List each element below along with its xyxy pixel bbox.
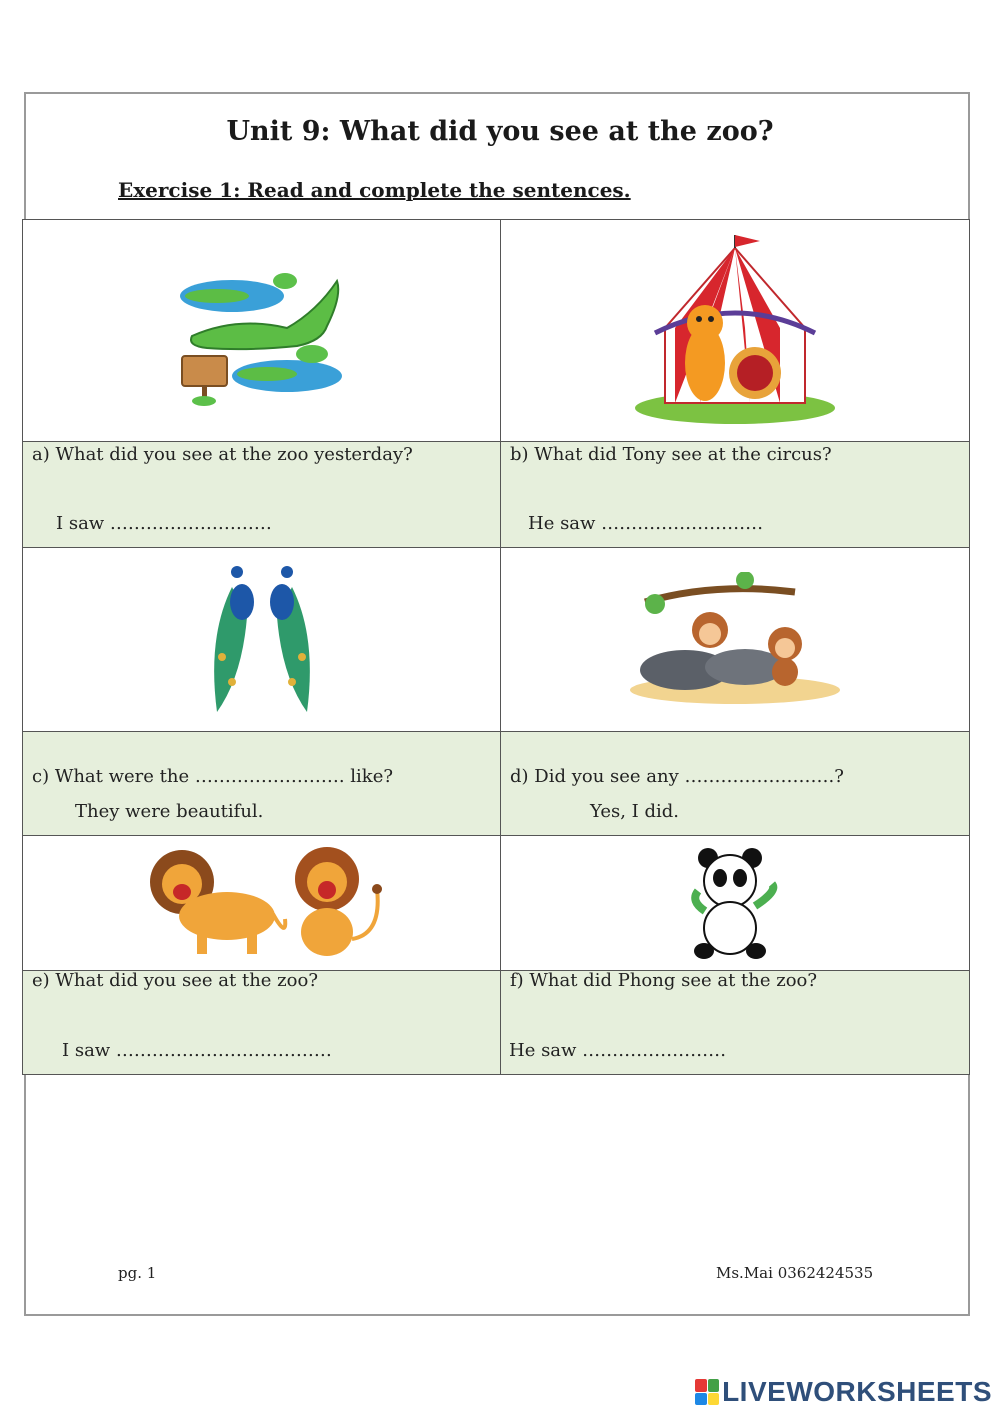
exercise-table xyxy=(22,219,970,1075)
question-text: b) What did Tony see at the circus? xyxy=(510,444,832,465)
author-contact: Ms.Mai 0362424535 xyxy=(716,1264,874,1282)
question-text: e) What did you see at the zoo? xyxy=(32,970,318,991)
lions-image xyxy=(23,836,501,970)
answer-blank[interactable]: I saw ……………………… xyxy=(56,513,272,534)
question-text: d) Did you see any …………………….? xyxy=(510,766,844,787)
question-cell xyxy=(501,732,969,835)
question-cell xyxy=(501,442,969,547)
question-row xyxy=(22,731,970,835)
brand-name: LIVEWORKSHEETS xyxy=(722,1376,992,1407)
question-row xyxy=(22,970,970,1075)
peacocks-image xyxy=(23,548,501,731)
circus-image xyxy=(501,220,969,441)
question-text: f) What did Phong see at the zoo? xyxy=(510,970,818,991)
answer-text: They were beautiful. xyxy=(75,801,264,822)
answer-blank[interactable]: He saw ……………………… xyxy=(528,513,764,534)
lion-icon xyxy=(137,844,387,962)
liveworksheets-logo[interactable] xyxy=(695,1376,992,1408)
logo-icon xyxy=(695,1379,719,1405)
image-row xyxy=(22,835,970,970)
question-cell xyxy=(23,442,501,547)
monkeys-image xyxy=(501,548,969,731)
answer-blank[interactable]: I saw ……………………………… xyxy=(62,1040,332,1061)
monkey-icon xyxy=(625,572,845,707)
image-row xyxy=(22,547,970,731)
question-text: a) What did you see at the zoo yesterday? xyxy=(32,444,413,465)
question-text: c) What were the ……………………. like? xyxy=(32,766,394,787)
page-number: pg. 1 xyxy=(118,1264,157,1282)
answer-blank[interactable]: He saw …………………… xyxy=(509,1040,727,1061)
page-title: Unit 9: What did you see at the zoo? xyxy=(226,116,774,147)
question-cell xyxy=(23,971,501,1074)
question-row xyxy=(22,441,970,547)
image-row xyxy=(22,219,970,441)
circus-tent-icon xyxy=(630,233,840,428)
exercise-heading: Exercise 1: Read and complete the sentences. xyxy=(118,178,631,202)
question-cell xyxy=(501,971,969,1074)
panda-image xyxy=(501,836,969,970)
answer-text: Yes, I did. xyxy=(590,801,680,822)
crocodiles-image xyxy=(23,220,501,441)
peacock-icon xyxy=(187,557,337,722)
question-cell xyxy=(23,732,501,835)
crocodile-icon xyxy=(177,256,347,406)
panda-icon xyxy=(690,846,780,961)
